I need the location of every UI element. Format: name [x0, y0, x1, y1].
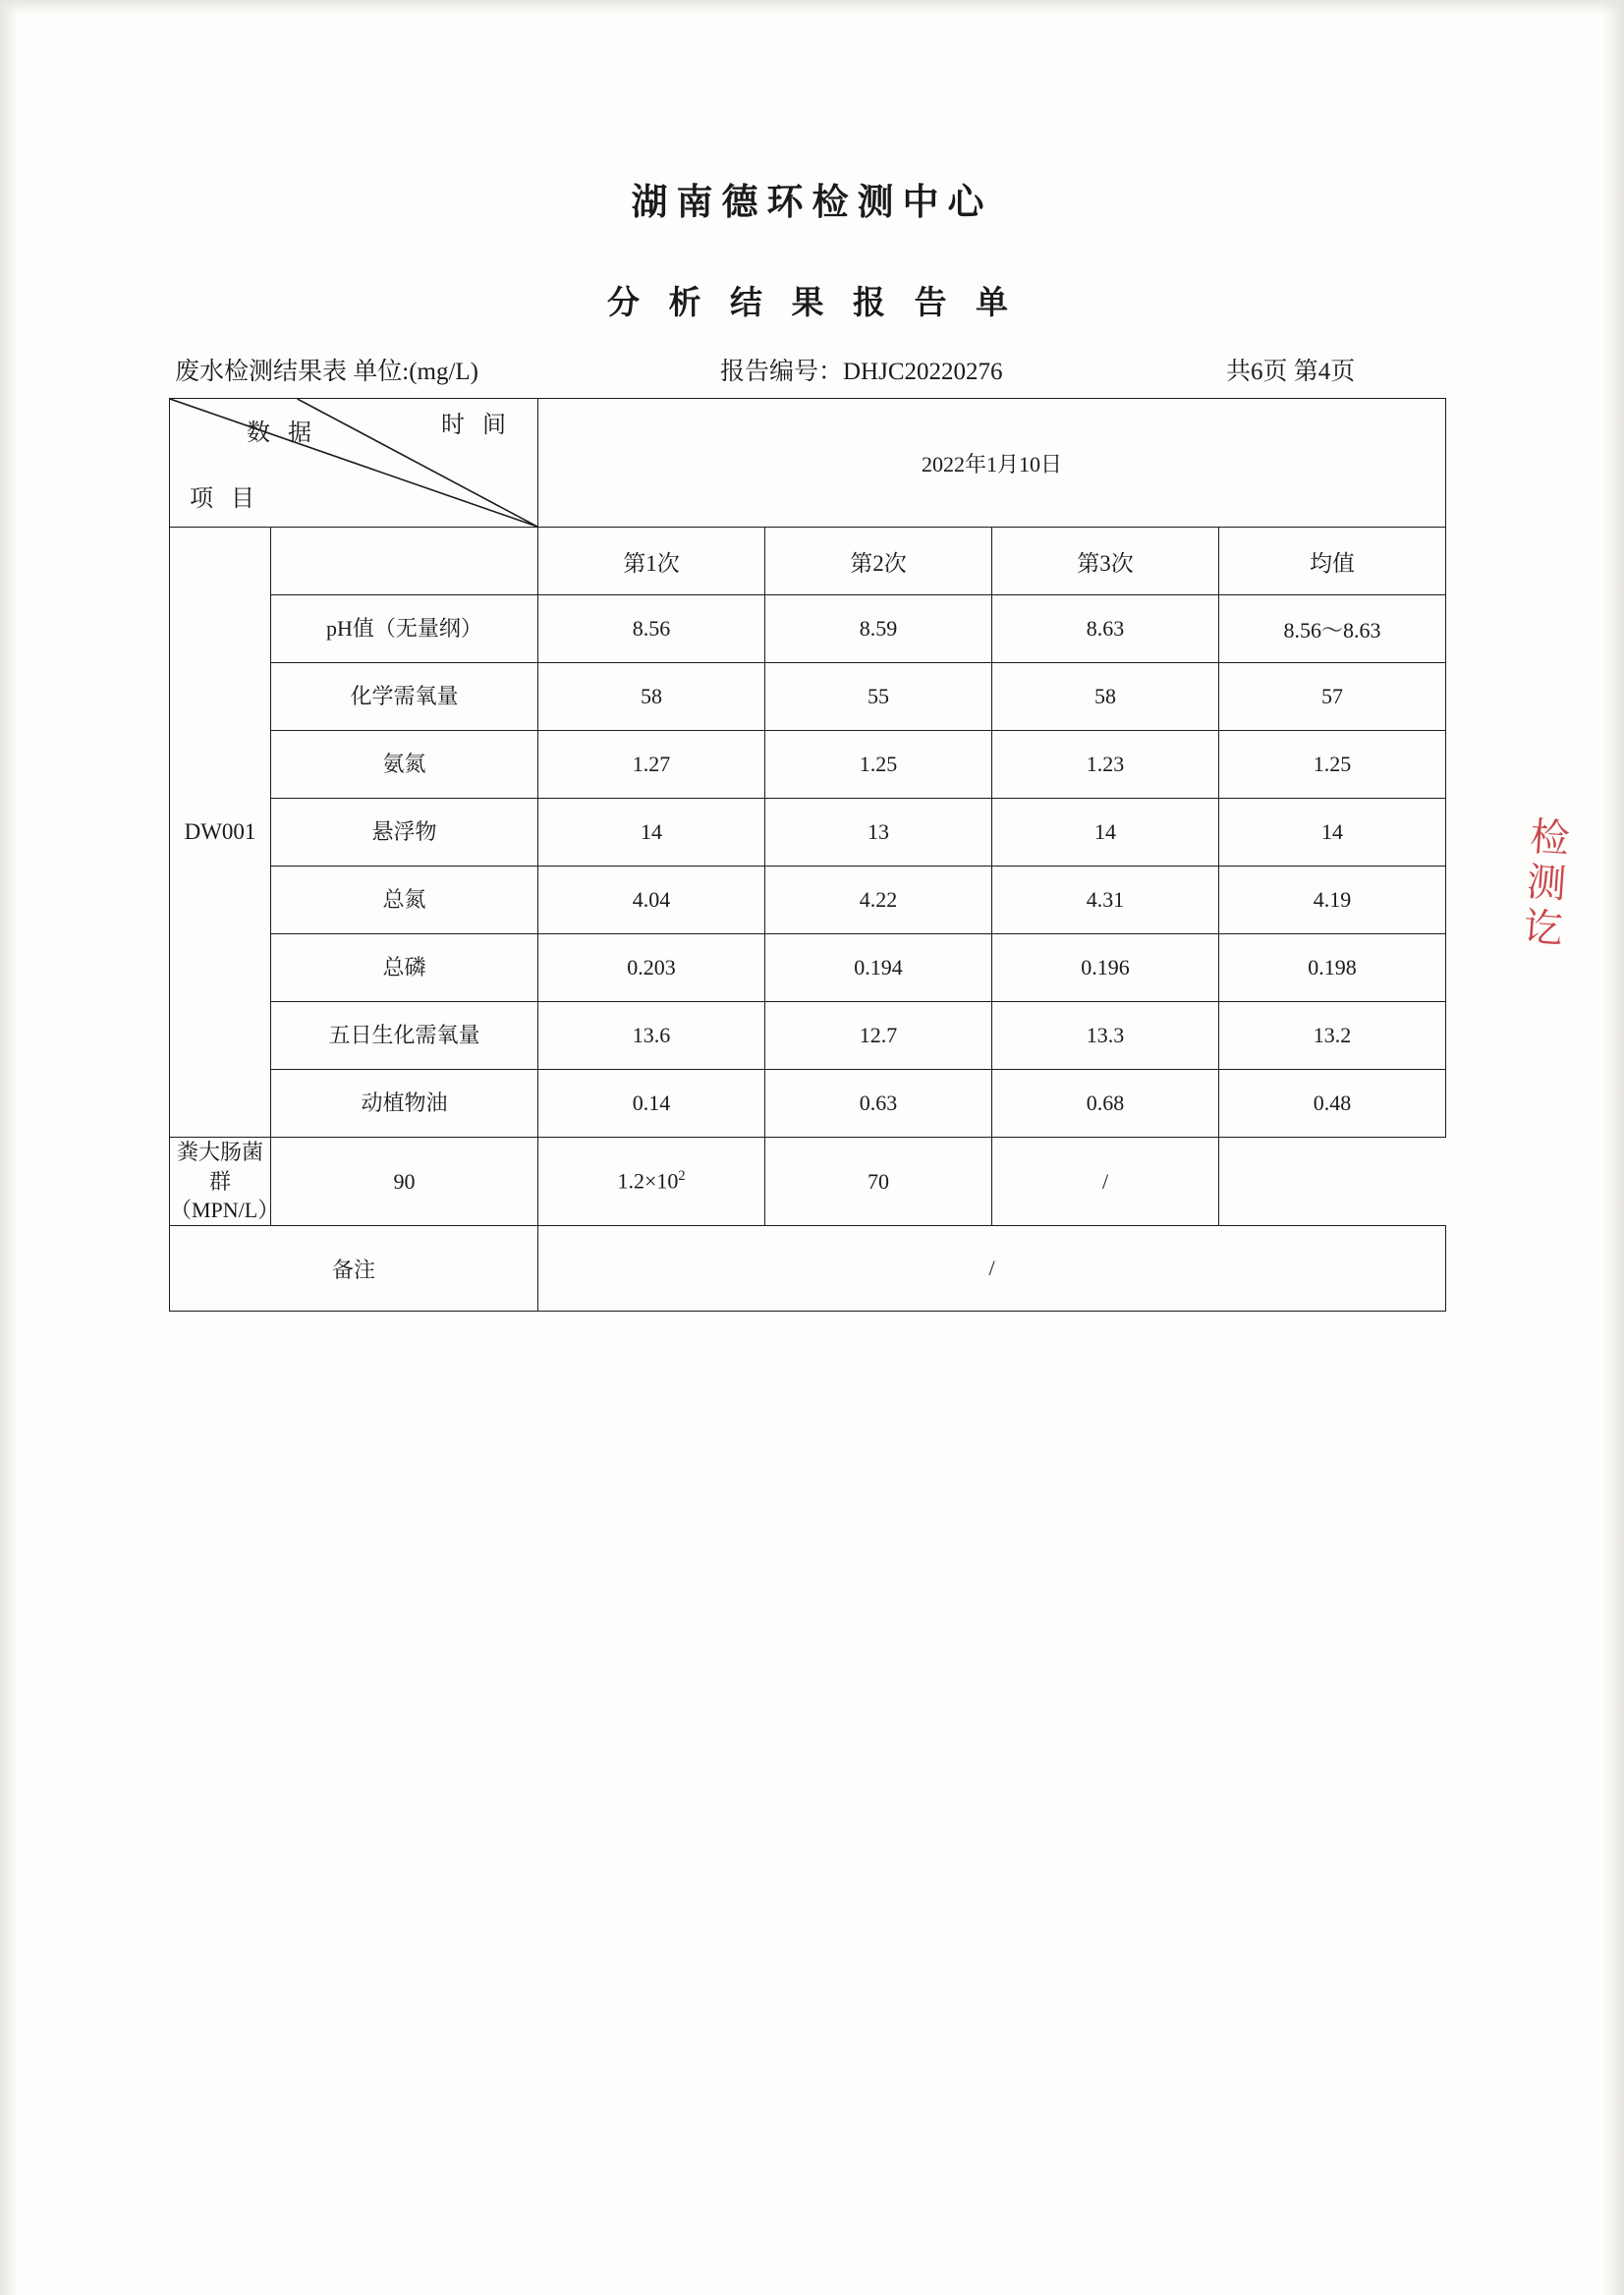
scan-edge-right [1602, 0, 1624, 2295]
column-header-average: 均值 [1219, 528, 1446, 595]
stamp-line-2: 测 [1525, 859, 1568, 908]
item-name-line-1: 粪大肠菌群 [176, 1140, 263, 1194]
value-run-2: 0.63 [765, 1070, 992, 1138]
value-run-2: 12.7 [765, 1002, 992, 1070]
table-row [170, 731, 1446, 799]
item-name: 氨氮 [271, 731, 538, 799]
table-row [170, 663, 1446, 731]
table-row [170, 934, 1446, 1002]
value-run-1: 58 [538, 663, 765, 731]
column-header-run-2: 第2次 [765, 528, 992, 595]
value-average: 1.25 [1219, 731, 1446, 799]
column-header-run-1: 第1次 [538, 528, 765, 595]
value-run-2: 55 [765, 663, 992, 731]
table-row [170, 799, 1446, 867]
remark-value: / [538, 1226, 1446, 1312]
value-average: 4.19 [1219, 867, 1446, 934]
value-average: 0.48 [1219, 1070, 1446, 1138]
table-row [170, 1070, 1446, 1138]
value-run-3: 8.63 [992, 595, 1219, 663]
item-name: 总氮 [271, 867, 538, 934]
value-average: 13.2 [1219, 1002, 1446, 1070]
page-number: 共6页 第4页 [1226, 359, 1356, 385]
value-average: 0.198 [1219, 934, 1446, 1002]
sampling-date: 2022年1月10日 [538, 399, 1446, 528]
remark-row [170, 1226, 1446, 1312]
value-run-1: 4.04 [538, 867, 765, 934]
value-run-2: 0.194 [765, 934, 992, 1002]
table-header-row [170, 399, 1446, 528]
corner-data-label: 数 据 [247, 420, 317, 446]
handwritten-stamp [1491, 813, 1586, 1181]
item-name: 总磷 [271, 934, 538, 1002]
item-name: 悬浮物 [271, 799, 538, 867]
header-corner-cell [170, 399, 538, 528]
value-run-1: 90 [271, 1138, 538, 1226]
value-run-3: 14 [992, 799, 1219, 867]
table-row [170, 595, 1446, 663]
value-run-1: 1.27 [538, 731, 765, 799]
value-average: / [992, 1138, 1219, 1226]
value-run-1: 14 [538, 799, 765, 867]
value-run-2: 4.22 [765, 867, 992, 934]
table-row [170, 1002, 1446, 1070]
value-run-3: 58 [992, 663, 1219, 731]
value-run-3: 70 [765, 1138, 992, 1226]
value-run-1: 0.14 [538, 1070, 765, 1138]
item-name: 化学需氧量 [271, 663, 538, 731]
value-run-2: 13 [765, 799, 992, 867]
value-run-3: 13.3 [992, 1002, 1219, 1070]
column-header-item [271, 528, 538, 595]
scan-edge-left [0, 0, 18, 2295]
value-run-2-exponent: 2 [678, 1168, 686, 1185]
value-run-3: 0.68 [992, 1070, 1219, 1138]
value-run-1: 8.56 [538, 595, 765, 663]
document-subtitle: 分 析 结 果 报 告 单 [607, 283, 1017, 321]
scan-edge-top [0, 0, 1624, 14]
report-number: 报告编号：DHJC20220276 [720, 359, 1003, 385]
item-name-line-2: （MPN/L） [170, 1198, 280, 1223]
table-subheader-row [170, 528, 1446, 595]
value-average: 8.56～8.63 [1219, 595, 1446, 663]
value-run-2: 1.25 [765, 731, 992, 799]
remark-label: 备注 [170, 1226, 538, 1312]
value-run-3: 4.31 [992, 867, 1219, 934]
value-run-2: 8.59 [765, 595, 992, 663]
stamp-line-1: 检 [1528, 814, 1571, 863]
table-row [170, 867, 1446, 934]
value-run-1: 0.203 [538, 934, 765, 1002]
value-run-1: 13.6 [538, 1002, 765, 1070]
value-average: 14 [1219, 799, 1446, 867]
corner-time-label: 时 间 [441, 413, 512, 438]
item-name: 动植物油 [271, 1070, 538, 1138]
item-name [170, 1138, 280, 1226]
sample-id-cell: DW001 [170, 528, 271, 1138]
corner-project-label: 项 目 [190, 486, 260, 512]
table-caption: 废水检测结果表 单位:(mg/L) [175, 359, 479, 385]
item-name: pH值（无量纲） [271, 595, 538, 663]
value-run-2 [538, 1138, 765, 1226]
value-run-3: 0.196 [992, 934, 1219, 1002]
value-run-3: 1.23 [992, 731, 1219, 799]
value-run-2-base: 1.2×10 [617, 1168, 679, 1194]
results-table [169, 398, 1446, 1312]
value-average: 57 [1219, 663, 1446, 731]
table-row [170, 1138, 1446, 1226]
column-header-run-3: 第3次 [992, 528, 1219, 595]
stamp-line-3: 讫 [1522, 904, 1565, 953]
item-name: 五日生化需氧量 [271, 1002, 538, 1070]
document-title: 湖南德环检测中心 [631, 180, 993, 223]
document-meta [175, 352, 1452, 385]
